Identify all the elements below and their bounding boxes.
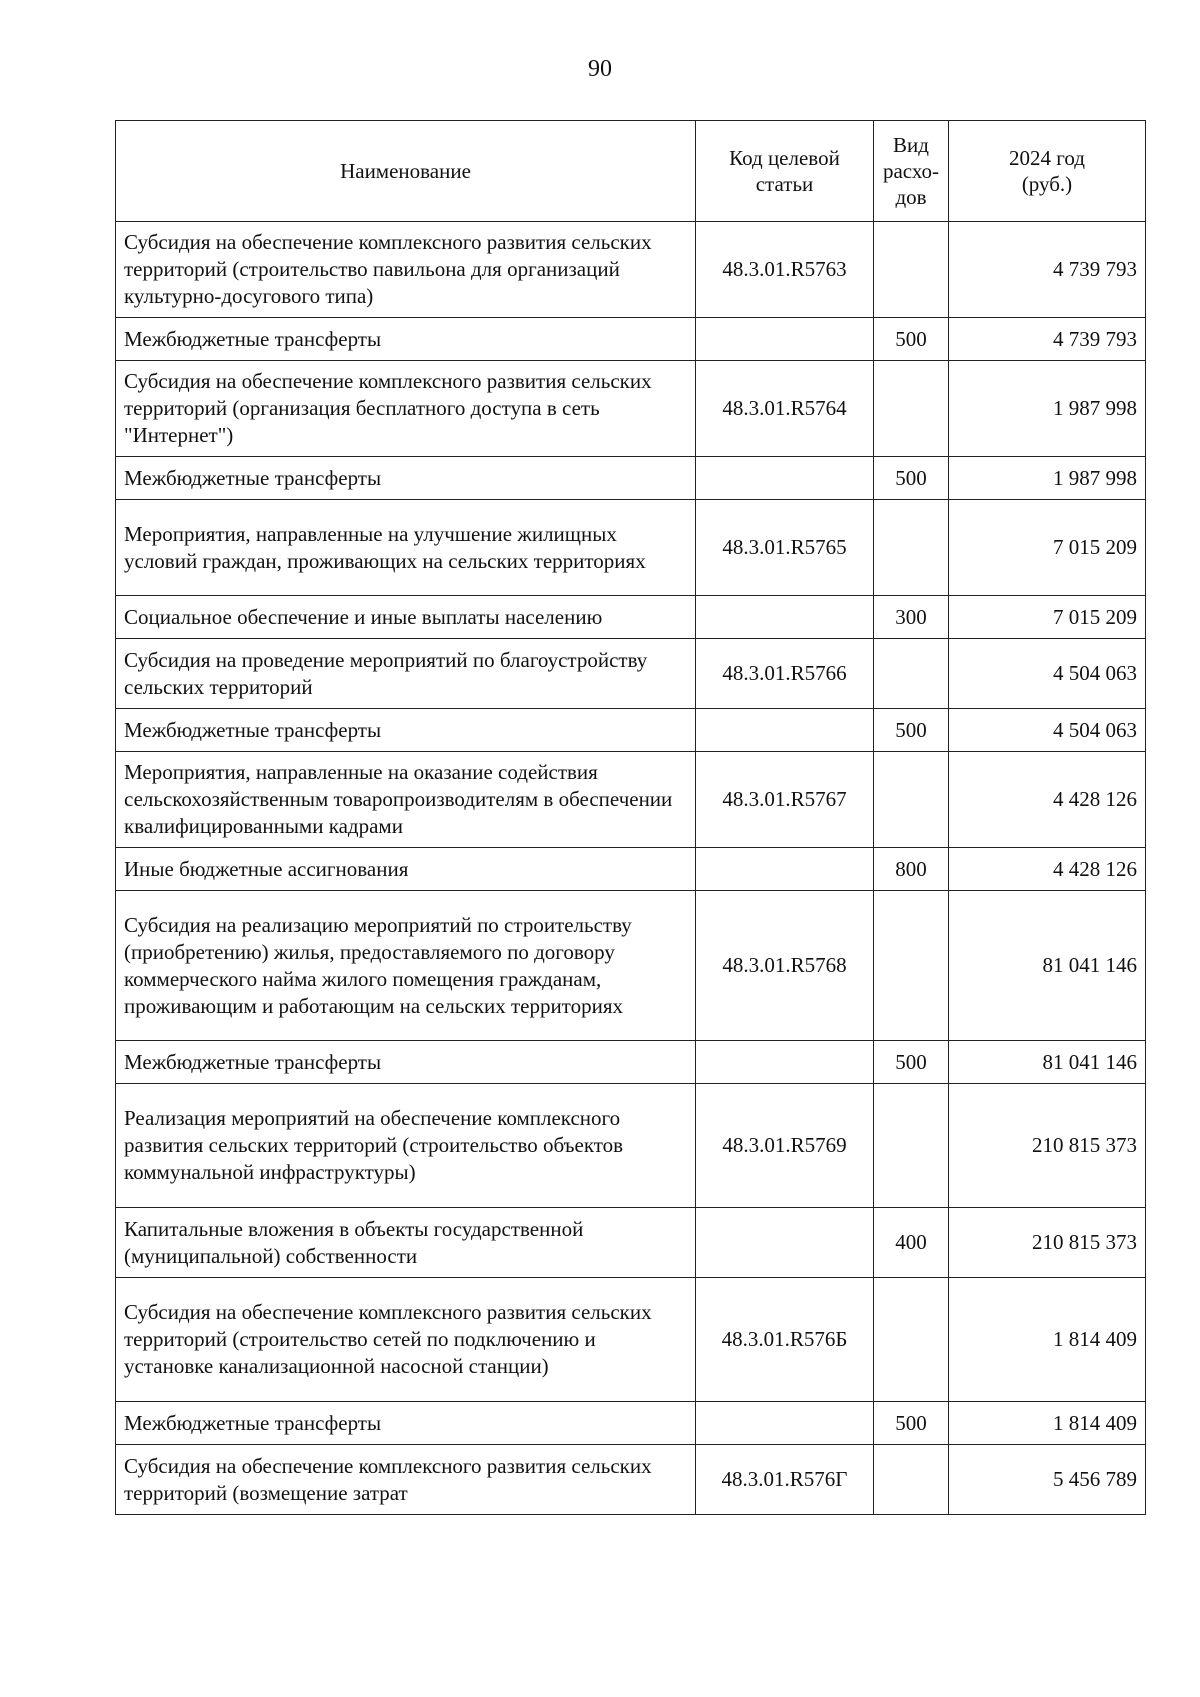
- table-row: [116, 1084, 1146, 1208]
- row-amount: 4 504 063: [949, 709, 1146, 752]
- row-kind: [874, 500, 949, 596]
- row-amount: 1 814 409: [949, 1402, 1146, 1445]
- row-amount: 1 814 409: [949, 1278, 1146, 1402]
- row-name: Межбюджетные трансферты: [116, 1402, 696, 1445]
- row-name: Субсидия на обеспечение комплексного развития сельских территорий (организация бесплатного доступа в сеть "Интернет"): [116, 361, 696, 457]
- row-kind: [874, 1084, 949, 1208]
- row-code: 48.3.01.R576Г: [696, 1445, 874, 1515]
- header-name: [116, 121, 696, 222]
- row-amount: 210 815 373: [949, 1208, 1146, 1278]
- row-name: Межбюджетные трансферты: [116, 457, 696, 500]
- row-code: 48.3.01.R5763: [696, 222, 874, 318]
- row-amount: 81 041 146: [949, 891, 1146, 1041]
- row-name: Субсидия на обеспечение комплексного развития сельских территорий (возмещение затрат: [116, 1445, 696, 1515]
- table-row: [116, 500, 1146, 596]
- row-kind: [874, 639, 949, 709]
- table-row: [116, 318, 1146, 361]
- row-code: 48.3.01.R5767: [696, 752, 874, 848]
- row-code: [696, 1402, 874, 1445]
- row-kind: 500: [874, 457, 949, 500]
- row-amount: 7 015 209: [949, 500, 1146, 596]
- header-amount-line: (руб.): [1021, 172, 1073, 196]
- row-kind: [874, 752, 949, 848]
- row-amount: 4 428 126: [949, 848, 1146, 891]
- budget-table: [115, 120, 1146, 1515]
- row-name: Капитальные вложения в объекты государственной (муниципальной) собственности: [116, 1208, 696, 1278]
- row-code: 48.3.01.R5765: [696, 500, 874, 596]
- row-kind: [874, 891, 949, 1041]
- row-kind: 500: [874, 1041, 949, 1084]
- row-kind: 500: [874, 318, 949, 361]
- row-kind: [874, 1278, 949, 1402]
- table-row: [116, 639, 1146, 709]
- row-kind: 800: [874, 848, 949, 891]
- table-row: [116, 1041, 1146, 1084]
- row-name: Мероприятия, направленные на улучшение жилищных условий граждан, проживающих на сельских территориях: [116, 500, 696, 596]
- table-row: [116, 848, 1146, 891]
- header-code-line: Код целевой: [729, 146, 840, 170]
- row-code: [696, 318, 874, 361]
- row-code: 48.3.01.R5769: [696, 1084, 874, 1208]
- row-code: 48.3.01.R5766: [696, 639, 874, 709]
- table-row: [116, 222, 1146, 318]
- table-row: [116, 361, 1146, 457]
- row-name: Реализация мероприятий на обеспечение комплексного развития сельских территорий (строительство объектов коммунальной инфраструктуры): [116, 1084, 696, 1208]
- row-amount: 5 456 789: [949, 1445, 1146, 1515]
- table-row: [116, 1208, 1146, 1278]
- row-kind: [874, 1445, 949, 1515]
- header-amount: [949, 121, 1146, 222]
- table-row: [116, 709, 1146, 752]
- row-name: Иные бюджетные ассигнования: [116, 848, 696, 891]
- row-amount: 4 739 793: [949, 222, 1146, 318]
- header-kind-line: расхо-: [882, 159, 940, 183]
- table-row: [116, 752, 1146, 848]
- row-amount: 1 987 998: [949, 361, 1146, 457]
- row-code: [696, 457, 874, 500]
- page-number: 90: [588, 56, 612, 82]
- row-amount: 4 739 793: [949, 318, 1146, 361]
- row-name: Субсидия на проведение мероприятий по благоустройству сельских территорий: [116, 639, 696, 709]
- table-row: [116, 457, 1146, 500]
- row-amount: 1 987 998: [949, 457, 1146, 500]
- row-name: Субсидия на обеспечение комплексного развития сельских территорий (строительство сетей по подключению и установке канализационной насосной станции): [116, 1278, 696, 1402]
- header-kind-line: дов: [895, 185, 927, 209]
- table-row: [116, 1445, 1146, 1515]
- row-amount: 4 504 063: [949, 639, 1146, 709]
- row-name: Межбюджетные трансферты: [116, 709, 696, 752]
- row-code: [696, 709, 874, 752]
- row-kind: 500: [874, 709, 949, 752]
- header-amount-line: 2024 год: [1009, 146, 1085, 170]
- row-name: Межбюджетные трансферты: [116, 1041, 696, 1084]
- row-code: [696, 596, 874, 639]
- table-row: [116, 596, 1146, 639]
- row-code: 48.3.01.R5768: [696, 891, 874, 1041]
- row-kind: [874, 222, 949, 318]
- row-name: Субсидия на реализацию мероприятий по строительству (приобретению) жилья, предоставляемого по договору коммерческого найма жилого помещения гражданам, проживающим и работающим на сельских территориях: [116, 891, 696, 1041]
- row-code: [696, 1041, 874, 1084]
- header-kind: [874, 121, 949, 222]
- table-row: [116, 1278, 1146, 1402]
- row-amount: 81 041 146: [949, 1041, 1146, 1084]
- row-kind: 300: [874, 596, 949, 639]
- row-name: Субсидия на обеспечение комплексного развития сельских территорий (строительство павильона для организаций культурно-досугового типа): [116, 222, 696, 318]
- table-row: [116, 891, 1146, 1041]
- row-name: Мероприятия, направленные на оказание содействия сельскохозяйственным товаропроизводителям в обеспечении квалифицированными кадрами: [116, 752, 696, 848]
- row-kind: [874, 361, 949, 457]
- row-kind: 500: [874, 1402, 949, 1445]
- table-header-row: [116, 121, 1146, 222]
- header-kind-line: Вид: [893, 133, 929, 157]
- header-code-line: статьи: [755, 172, 814, 196]
- table-row: [116, 1402, 1146, 1445]
- header-code: [696, 121, 874, 222]
- row-code: 48.3.01.R5764: [696, 361, 874, 457]
- row-amount: 7 015 209: [949, 596, 1146, 639]
- row-code: [696, 848, 874, 891]
- row-code: 48.3.01.R576Б: [696, 1278, 874, 1402]
- row-amount: 4 428 126: [949, 752, 1146, 848]
- row-kind: 400: [874, 1208, 949, 1278]
- row-amount: 210 815 373: [949, 1084, 1146, 1208]
- row-name: Межбюджетные трансферты: [116, 318, 696, 361]
- row-code: [696, 1208, 874, 1278]
- header-name-text: Наименование: [340, 159, 471, 183]
- row-name: Социальное обеспечение и иные выплаты населению: [116, 596, 696, 639]
